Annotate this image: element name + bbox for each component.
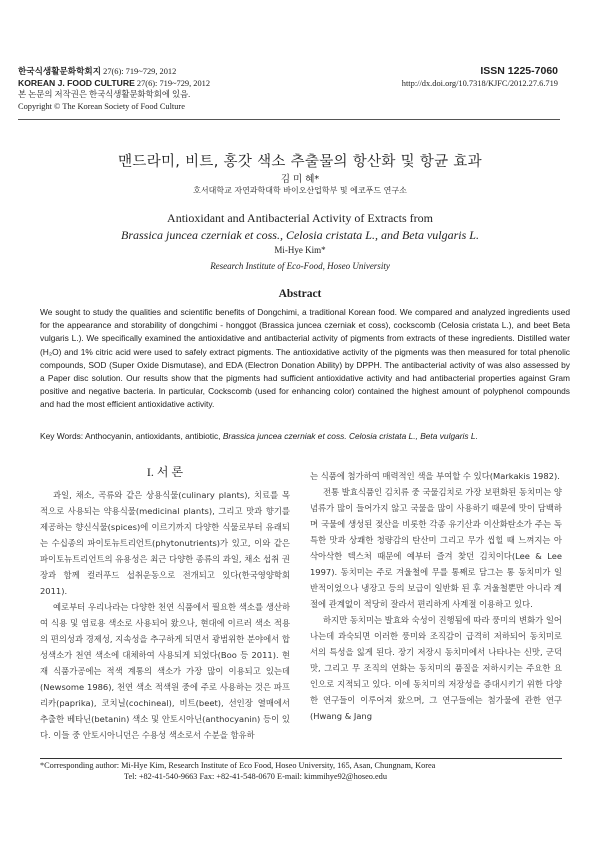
- footnote-line1: *Corresponding author: Mi-Hye Kim, Research Institute of Eco Food, Hoseo University, 165, Asan, Chungnam, Korea: [40, 761, 436, 770]
- keywords-italic: Brassica juncea czerniak et coss. Celosia cristata L., Beta vulgaris L.: [222, 431, 478, 441]
- title-en: [0, 210, 600, 244]
- footnote-line2: Tel: +82-41-540-9663 Fax: +82-41-548-0670 E-mail: kimmihye92@hoseo.edu: [124, 772, 387, 781]
- keywords-label: Key Words:: [40, 431, 84, 441]
- journal-cite-en: 27(6): 719~729, 2012: [136, 78, 211, 88]
- affiliation-kr: 호서대학교 자연과학대학 바이오산업학부 및 에코푸드 연구소: [193, 186, 407, 195]
- author-kr: 김 미 혜*: [280, 174, 320, 185]
- affiliation-en: Research Institute of Eco-Food, Hoseo University: [210, 261, 390, 271]
- journal-name-en: KOREAN J. FOOD CULTURE: [18, 77, 135, 88]
- issn: ISSN 1225-7060: [480, 65, 558, 77]
- journal-ids: [402, 66, 558, 89]
- author-en: Mi-Hye Kim*: [274, 245, 326, 255]
- body-column-left: [40, 487, 290, 743]
- keywords: [40, 431, 570, 441]
- keywords-text: Anthocyanin, antioxidants, antibiotic,: [85, 431, 221, 441]
- footnote: [40, 760, 435, 782]
- paragraph: 는 식품에 첨가하여 매력적인 색을 부여할 수 있다(Markakis 1982).: [310, 471, 560, 481]
- paragraph: 과일, 채소, 곡류와 같은 상용식물(culinary plants), 치료를 목적으로 사용되는 약용식물(medicinal plants), 그리고 맛과 향기를 제공하는 향신식물(spices)에 이르기까지 다양한 식물로부터 유래되는 수십종의 파이토뉴트리언트(phytonutrients)가 있고, 이와 같은 파이토뉴트리언트의 유용성은 최근 다양한 종류의 과일, 채소 섭취 권장과 함께 컬러푸드 섭취운동으로 전개되고 있다(한국영양학회 2011).: [40, 490, 290, 596]
- abstract-heading: Abstract: [278, 288, 322, 300]
- title-en-line2: Brassica juncea czerniak et coss., Celosia cristata L., and Beta vulgaris L.: [121, 228, 479, 242]
- title-kr: 맨드라미, 비트, 홍갓 색소 추출물의 항산화 및 항균 효과: [118, 154, 482, 170]
- header-rule: [18, 119, 560, 120]
- abstract-body: We sought to study the qualities and scientific benefits of Dongchimi, a traditional Korean food. We compared and analyzed ingredients used for the appearance and storability of dongchimi - honggot (Brassica juncea czerniak et coss), cockscomb (Celosia cristata L.), and beet Beta vulgaris L.). We specifically examined the antioxidative and antibacterial activity of pigments from extracts of these ingredients. Distilled water (H₂O) and 1% citric acid were used to safely extract pigments. The antioxidative activity of the pigments was then measured for total phenolic compounds, SOD (Super Oxide Dismutase), and EDA (Electron Donation Ability) by DPPH. The antibacterial activity of was also assessed by a Paper disc solution. Our results show that the pigments had sufficient antioxidative activity and had antibacterial properties against Gram positive and negative bacteria. In particular, Cockscomb (used for enhancing color) contained the highest amount of polyphenol compounds and had the most efficient antioxidative activity.: [40, 307, 570, 410]
- paragraph: 전통 발효식품인 김치류 중 국물김치로 가장 보편화된 동치미는 양념류가 많이 들어가지 않고 국물을 많이 사용하기 때문에 맛이 담백하며 국물에 생성된 젖산을 비롯한 각종 유기산과 이산화탄소가 주는 독특한 맛과 상쾌한 청량감의 탄산미 그리고 무가 씹힐 때 느껴지는 아삭아삭한 텍스처 때문에 예부터 즐겨 찾던 김치이다(Lee & Lee 1997). 동치미는 주로 겨울철에 무를 통째로 담그는 통 동치미가 일반적이었으나 냉장고 등의 보급이 일반화 된 후 겨울철뿐만 아니라 계절에 관계없이 적당히 잘라서 편리하게 사계절 이용하고 있다.: [310, 487, 562, 609]
- journal-header: [18, 66, 210, 112]
- body-column-right: [310, 468, 562, 724]
- paragraph: 하지만 동치미는 발효와 숙성이 진행됨에 따라 풍미의 변화가 일어나는데 과숙되면 이러한 풍미와 조직감이 급격히 저하되어 동치미로서의 특성을 잃게 된다. 장기 저장시 동치미에서 나타나는 신맛, 군덕맛, 그리고 무 조직의 연화는 동치미의 품질을 저하시키는 주요한 요인으로 지적되고 있다. 이에 동치미의 저장성을 증대시키기 위한 다양한 연구들이 이루어져 왔으며, 그 연구들에는 첨가물에 관한 연구(Hwang & Jang: [310, 615, 562, 721]
- paragraph: 예로부터 우리나라는 다양한 천연 식품에서 필요한 색소를 생산하여 식용 및 염료용 색소로 사용되어 왔으나, 현대에 이르러 색소 적용의 편의성과 경제성, 지속성을 추구하게 되면서 광범위한 분야에서 합성색소가 천연 색소에 대체하여 사용되게 되었다(Boo 등 2011). 현재 식품가공에는 적색 계통의 색소가 가장 많이 이용되고 있는데(Newsome 1986), 천연 색소 적색원 중에 주로 사용하는 것은 파프리카(paprika), 코치닐(cochineal), 비트(beet), 선인장 열매에서 추출한 베타닌(betanin) 색소 및 안토시아닌(anthocyanin) 등이 있다. 이들 중 안토시아니던은 수용성 색소로서 수분을 함유하: [40, 602, 290, 740]
- footnote-rule: [40, 758, 562, 759]
- section-heading: I. 서 론: [146, 465, 184, 479]
- doi-link[interactable]: http://dx.doi.org/10.7318/KJFC/2012.27.6.719: [401, 78, 558, 88]
- copyright-en: Copyright © The Korean Society of Food Culture: [18, 101, 185, 111]
- journal-name-kr: 한국식생활문화학회지: [18, 66, 102, 76]
- title-en-line1: Antioxidant and Antibacterial Activity of Extracts from: [167, 211, 433, 225]
- copyright-kr: 본 논문의 저작권은 한국식생활문화학회에 있음.: [18, 90, 191, 99]
- journal-cite-kr: 27(6): 719~729, 2012: [103, 67, 177, 76]
